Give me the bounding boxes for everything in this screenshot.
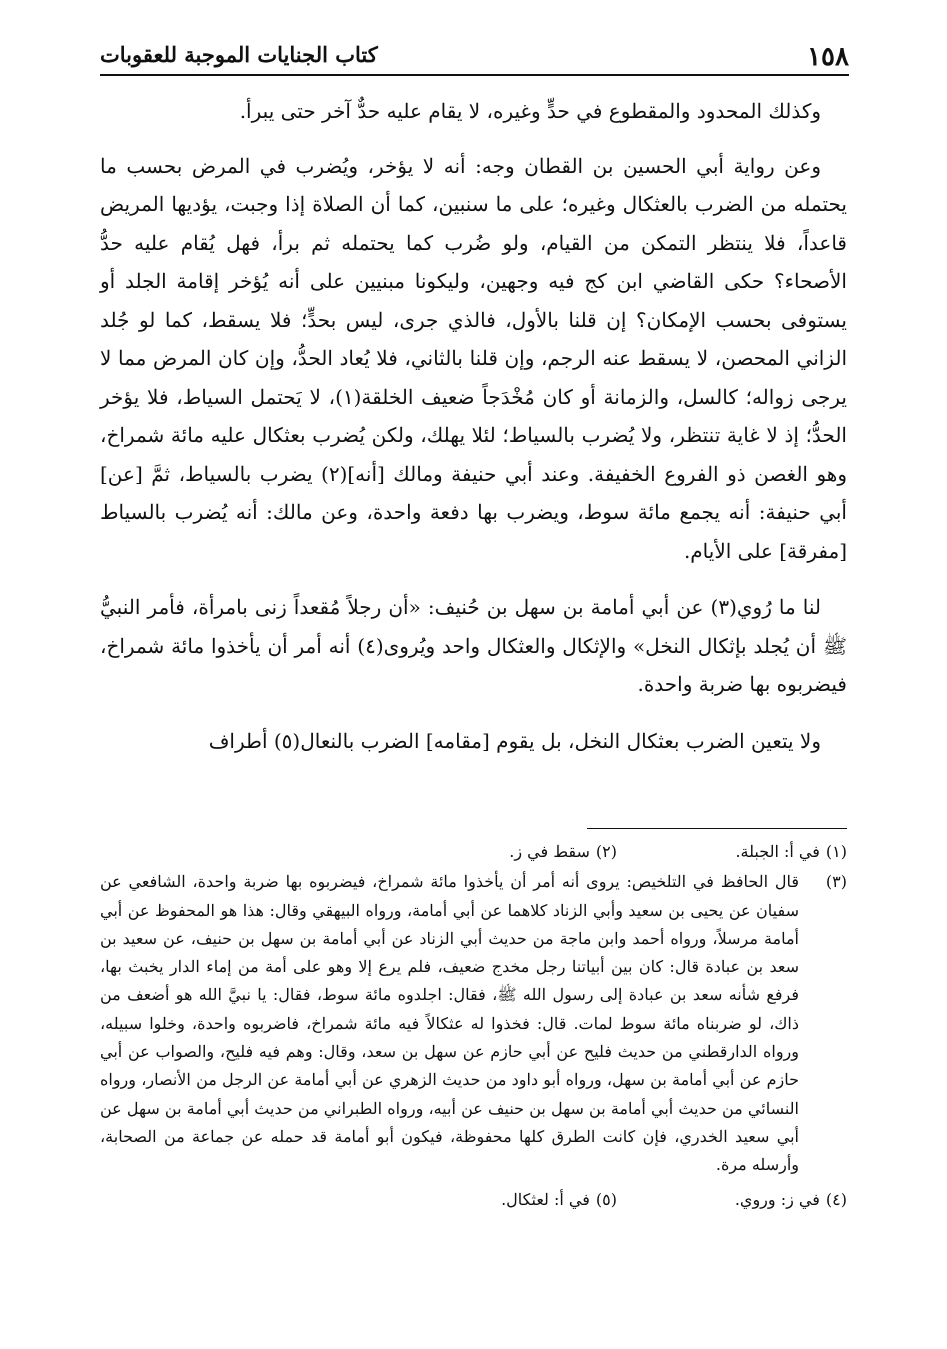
footnote-3 — [100, 868, 847, 1179]
footnote-row-1-2 — [100, 838, 847, 866]
footnote-text: في أ: الجبلة. — [735, 842, 820, 861]
body-paragraph: لنا ما رُوي(٣) عن أبي أمامة بن سهل بن حُنيف: «أن رجلاً مُقعداً زنى بامرأة، فأمر النبيُّ ﷺ أن يُجلد بإثكال النخل» والإثكال والعثكال واحد ويُروى(٤) أنه أمر أن يأخذوا مائة شمراخ، فيضربوه بها ضربة واحدة. — [100, 595, 847, 696]
footnote-text: في أ: لعثكال. — [501, 1189, 590, 1209]
footnote-text: قال الحافظ في التلخيص: يروى أنه أمر أن يأخذوا مائة شمراخ، فيضربوه بها ضربة واحدة، الشافعي عن سفيان عن يحيى بن سعيد وأبي الزناد كلاهما عن أبي أمامة، ورواه البيهقي وقال: هذا هو المحفوظ عن أبي أمامة مرسلاً، ورواه أحمد وابن ماجة من حديث أبي الزناد عن أبي أمامة بن سهل بن حنيف، عن سعيد بن سعد بن عبادة قال: كان بين أبياتنا رجل مخدج ضعيف، فلم يرع إلا وهو على أمة من إماء الدار يخبث بها، فرفع شأنه سعد بن عبادة إلى رسول الله ﷺ، فقال: اجلدوه مائة سوط، فقال: يا نبيَّ الله هو أضعف من ذاك، لو ضربناه مائة سوط لمات. قال: فخذوا له عثكالاً فيه مائة شمراخ، فاضربوه واحدة، وخلوا سبيله، ورواه الدارقطني من حديث فليح عن أبي حازم عن سهل بن سعد، وقال: وهم فيه فليح، والصواب عن أبي حازم عن أبي أمامة بن سهل، ورواه أبو داود من حديث الزهري عن أبي أمامة عن الرجل من الأنصار، ورواه النسائي من حديث أبي أمامة بن سهل بن حنيف عن أبيه، ورواه الطبراني من حديث أبي أمامة بن سهل عن أبي سعيد الخدري، فإن كانت الطرق كلها محفوظة، فيكون أبو أمامة قد حمله عن جماعة من الصحابة، وأرسله مرة. — [100, 872, 799, 1175]
body-paragraph: وعن رواية أبي الحسين بن القطان وجه: أنه لا يؤخر، ويُضرب في المرض بحسب ما يحتمله من الضرب بالعثكال وغيره؛ على ما سنبين، كما أن الصلاة إذا وجبت، يؤديها المريض قاعداً، فلا ينتظر التمكن من القيام، ولو ضُرب كما يحتمله ثم برأ، فهل يُقام عليه حدُّ الأصحاء؟ حكى القاضي ابن كج فيه وجهين، وليكونا مبنيين على أنه يُؤخر إقامة الجلد أو يستوفى بحسب الإمكان؟ إن قلنا بالأول، فالذي جرى، ليس بحدٍّ؛ فلا يسقط، كما لو جُلد الزاني المحصن، لا يسقط عنه الرجم، وإن قلنا بالثاني، فلا يُعاد الحدُّ، وإن كان المرض مما لا يرجى زواله؛ كالسل، والزمانة أو كان مُخْدَجاً ضعيف الخلقة(١)، لا يَحتمل السياط، فلا يؤخر الحدُّ؛ إذ لا غاية تنتظر، ولا يُضرب بالسياط؛ لئلا يهلك، ولكن يُضرب بعثكال عليه مائة شمراخ، وهو الغصن ذو الفروع الخفيفة. وعند أبي حنيفة ومالك [أنه](٢) يضرب بالسياط، ثمَّ [عن] أبي حنيفة: أنه يجمع مائة سوط، ويضرب بها دفعة واحدة، وعن مالك: أنه يُضرب بالسياط [مفرقة] على الأيام. — [100, 153, 847, 563]
footnotes — [100, 838, 847, 1214]
footnote-number: (٤) — [825, 1189, 847, 1209]
footnote-text: سقط في ز. — [509, 842, 590, 861]
page-header — [100, 38, 849, 76]
page-number: ١٥٨ — [807, 42, 849, 72]
body-paragraph: ولا يتعين الضرب بعثكال النخل، بل يقوم [مقامه] الضرب بالنعال(٥) أطراف — [208, 728, 821, 753]
footnote-2 — [509, 838, 617, 866]
footnote-1 — [617, 838, 847, 866]
footnote-number: (١) — [825, 842, 847, 861]
main-text — [100, 92, 847, 760]
footnote-number: (٥) — [595, 1189, 617, 1209]
footnote-number: (٢) — [595, 842, 617, 861]
footnote-number: (٣) — [825, 872, 847, 892]
body-paragraph: وكذلك المحدود والمقطوع في حدٍّ وغيره، لا يقام عليه حدٌّ آخر حتى يبرأ. — [239, 99, 821, 123]
footnote-row-4-5 — [100, 1186, 847, 1214]
running-title: كتاب الجنايات الموجبة للعقوبات — [100, 42, 378, 67]
footnote-4 — [617, 1186, 847, 1214]
footnote-5 — [501, 1186, 617, 1214]
footnote-divider — [587, 828, 847, 829]
footnote-text: في ز: وروي. — [734, 1189, 820, 1209]
